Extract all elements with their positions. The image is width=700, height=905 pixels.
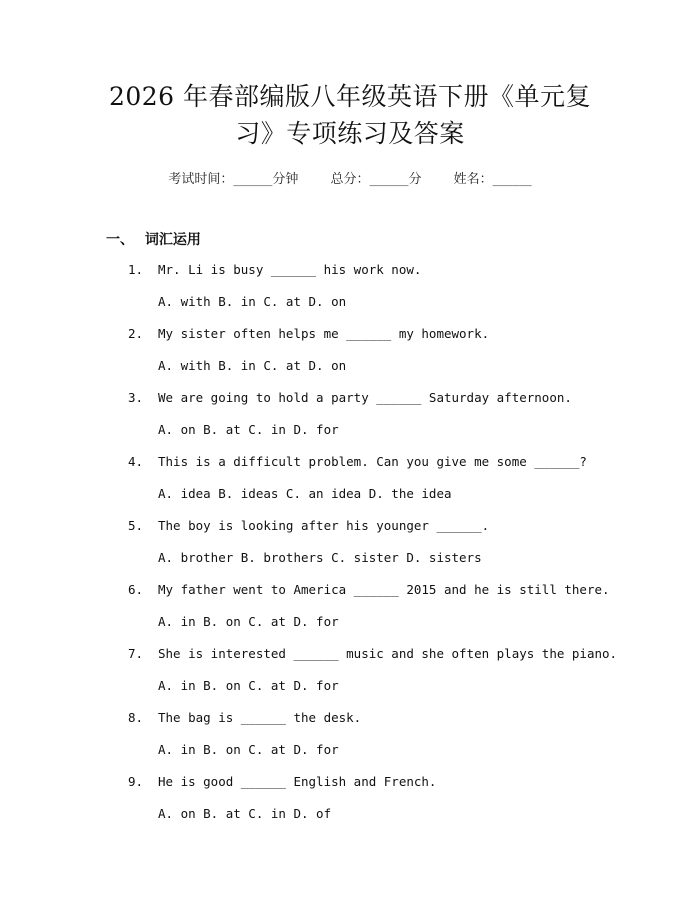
exam-score: 总分：______分 [330, 172, 422, 187]
question-text: The bag is ______ the desk. [158, 710, 362, 725]
question-list [128, 257, 648, 833]
question-item [128, 385, 648, 449]
question-item [128, 769, 648, 833]
question-text: She is interested ______ music and she often plays the piano. [158, 646, 618, 661]
question-number: 9. [128, 774, 144, 789]
question-stem [128, 390, 572, 405]
question-text: My father went to America ______ 2015 and he is still there. [158, 582, 610, 597]
question-stem [128, 582, 610, 597]
question-stem [128, 454, 587, 469]
question-text: We are going to hold a party ______ Saturday afternoon. [158, 390, 572, 405]
question-options: A. with B. in C. at D. on [158, 294, 347, 309]
question-number: 1. [128, 262, 144, 277]
question-number: 5. [128, 518, 144, 533]
section-title: 词汇运用 [144, 232, 201, 248]
question-item [128, 513, 648, 577]
question-number: 3. [128, 390, 144, 405]
question-item [128, 321, 648, 385]
question-options: A. in B. on C. at D. for [158, 742, 339, 757]
question-options: A. on B. at C. in D. for [158, 422, 339, 437]
question-options: A. in B. on C. at D. for [158, 678, 339, 693]
student-name: 姓名：______ [453, 172, 532, 187]
question-item [128, 577, 648, 641]
question-stem [128, 326, 489, 341]
exam-meta [0, 168, 700, 187]
question-number: 2. [128, 326, 144, 341]
question-stem [128, 518, 489, 533]
question-options: A. on B. at C. in D. of [158, 806, 332, 821]
title-line-1: 2026 年春部编版八年级英语下册《单元复 [108, 82, 592, 111]
question-number: 8. [128, 710, 144, 725]
question-stem [128, 774, 436, 789]
question-stem [128, 710, 361, 725]
question-options: A. idea B. ideas C. an idea D. the idea [158, 486, 452, 501]
question-item [128, 705, 648, 769]
question-text: Mr. Li is busy ______ his work now. [158, 262, 422, 277]
title-line-2: 习》专项练习及答案 [235, 119, 465, 148]
question-stem [128, 262, 421, 277]
section-number: 一、 [106, 232, 134, 248]
question-options: A. brother B. brothers C. sister D. sisters [158, 550, 482, 565]
question-item [128, 257, 648, 321]
question-number: 6. [128, 582, 144, 597]
question-options: A. with B. in C. at D. on [158, 358, 347, 373]
question-item [128, 449, 648, 513]
question-text: He is good ______ English and French. [158, 774, 437, 789]
question-number: 4. [128, 454, 144, 469]
section-heading [106, 229, 201, 249]
document-title [0, 78, 700, 152]
question-text: My sister often helps me ______ my homework. [158, 326, 490, 341]
question-text: The boy is looking after his younger ______. [158, 518, 490, 533]
exam-time: 考试时间：______分钟 [168, 172, 299, 187]
question-stem [128, 646, 617, 661]
question-options: A. in B. on C. at D. for [158, 614, 339, 629]
question-text: This is a difficult problem. Can you give me some ______? [158, 454, 587, 469]
question-number: 7. [128, 646, 144, 661]
question-item [128, 641, 648, 705]
